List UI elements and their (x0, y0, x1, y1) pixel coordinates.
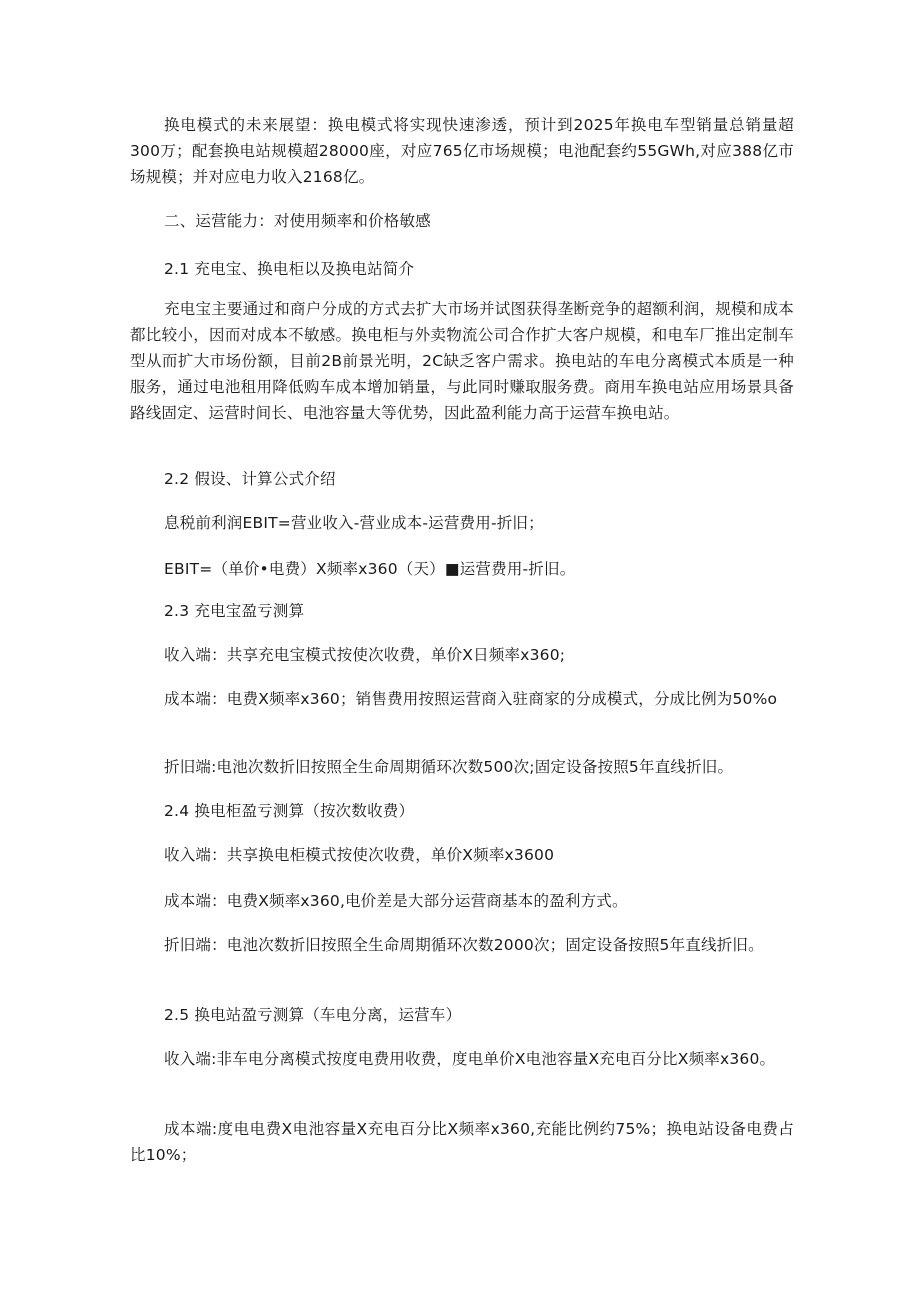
subsection-heading-2-5: 2.5 换电站盈亏测算（车电分离，运营车） (164, 1006, 462, 1024)
paragraph-battery-swap-outlook: 换电模式的未来展望：换电模式将实现快速渗透，预计到2025年换电车型销量总销量超300万；配套换电站规模超28000座，对应765亿市场规模；电池配套约55GWh,对应388亿市场规模；并对应电力收入2168亿。 (130, 116, 794, 186)
subsection-heading-2-2: 2.2 假设、计算公式介绍 (164, 470, 336, 488)
formula-ebit-definition: 息税前利润EBIT=营业收入-营业成本-运营费用-折旧； (164, 514, 544, 532)
paragraph-powerbank-revenue: 收入端：共享充电宝模式按使次收费，单价X日频率x360; (164, 646, 566, 664)
subsection-heading-2-3: 2.3 充电宝盈亏测算 (164, 602, 305, 620)
paragraph-cabinet-depreciation: 折旧端：电池次数折旧按照全生命周期循环次数2000次；固定设备按照5年直线折旧。 (164, 936, 764, 954)
paragraph-powerbank-depreciation: 折旧端:电池次数折旧按照全生命周期循环次数500次;固定设备按照5年直线折旧。 (164, 758, 734, 776)
paragraph-cabinet-revenue: 收入端：共享换电柜模式按使次收费，单价X频率x3600 (164, 846, 555, 864)
paragraph-station-revenue: 收入端:非车电分离模式按度电费用收费，度电单价X电池容量X充电百分比X频率x360。 (164, 1050, 776, 1068)
subsection-heading-2-4: 2.4 换电柜盈亏测算（按次数收费） (164, 802, 415, 820)
paragraph-cabinet-cost: 成本端：电费X频率x360,电价差是大部分运营商基本的盈利方式。 (164, 892, 628, 910)
formula-ebit-calculation: EBIT=（单价•电费）X频率x360（天）■运营费用-折旧。 (164, 560, 576, 578)
paragraph-intro-comparison: 充电宝主要通过和商户分成的方式去扩大市场并试图获得垄断竞争的超额利润，规模和成本都比较小，因而对成本不敏感。换电柜与外卖物流公司合作扩大客户规模，和电车厂推出定制车型从而扩大市场份额，目前2B前景光明，2C缺乏客户需求。换电站的车电分离模式本质是一种服务，通过电池租用降低购车成本增加销量，与此同时赚取服务费。商用车换电站应用场景具备路线固定、运营时间长、电池容量大等优势，因此盈利能力高于运营车换电站。 (130, 300, 794, 422)
paragraph-powerbank-cost: 成本端：电费X频率x360；销售费用按照运营商入驻商家的分成模式，分成比例为50%o (164, 690, 778, 708)
paragraph-station-cost: 成本端:度电电费X电池容量X充电百分比X频率x360,充能比例约75%；换电站设备电费占比10%； (130, 1120, 794, 1164)
section-heading-2: 二、运营能力：对使用频率和价格敏感 (164, 212, 431, 230)
subsection-heading-2-1: 2.1 充电宝、换电柜以及换电站简介 (164, 260, 415, 278)
